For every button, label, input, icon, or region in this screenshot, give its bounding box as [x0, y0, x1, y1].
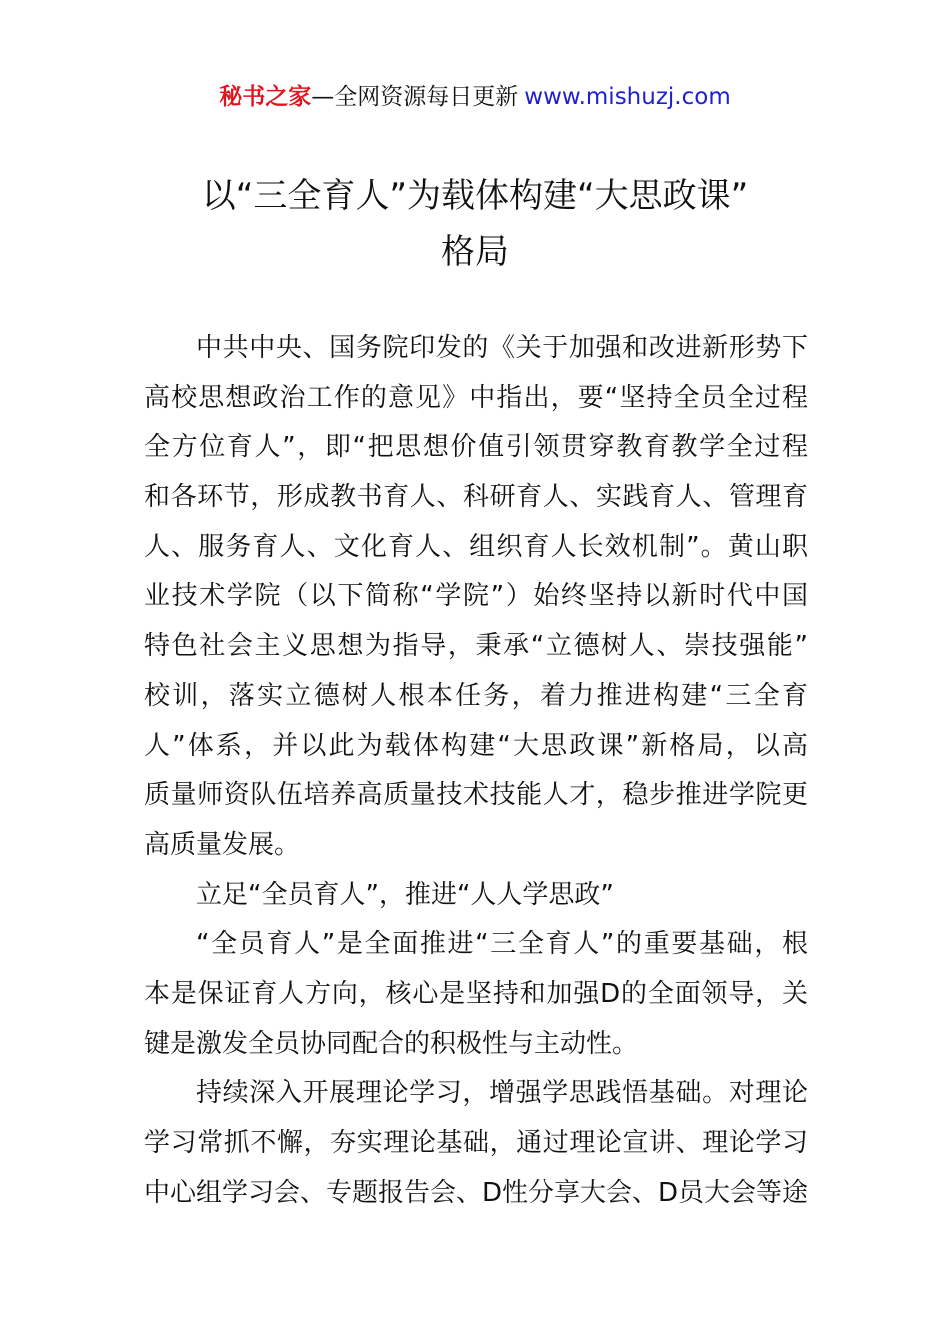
text-line: “全员育人”是全面推进“三全育人”的重要基础，根 — [196, 929, 808, 960]
text-line: 业技术学院（以下简称“学院”）始终坚持以新时代中国 — [144, 581, 808, 612]
section-heading-text: 立足“全员育人”，推进“人人学思政” — [196, 879, 614, 910]
text-line: 学习常抓不懈，夯实理论基础，通过理论宣讲、理论学习 — [144, 1128, 808, 1158]
text-line: 人、服务育人、文化育人、组织育人长效机制”。黄山职 — [144, 531, 808, 562]
paragraph-intro — [144, 324, 808, 871]
text-line: 中共中央、国务院印发的《关于加强和改进新形势下 — [196, 333, 808, 363]
section-heading — [144, 871, 808, 921]
text-line: 键是激发全员协同配合的积极性与主动性。 — [144, 1028, 639, 1059]
brand-name: 秘书之家 — [219, 84, 312, 110]
text-line: 中心组学习会、专题报告会、D性分享大会、D员大会等途 — [144, 1177, 808, 1208]
text-line: 质量师资队伍培养高质量技术技能人才，稳步推进学院更 — [144, 780, 808, 811]
text-line: 高校思想政治工作的意见》中指出，要“坚持全员全过程 — [144, 382, 808, 413]
document-body — [144, 324, 808, 1218]
header-slogan: —全网资源每日更新 — [311, 84, 519, 110]
text-line: 校训，落实立德树人根本任务，着力推进构建“三全育 — [144, 680, 808, 711]
title-line-2: 格局 — [441, 232, 509, 272]
text-line: 持续深入开展理论学习，增强学思践悟基础。对理论 — [196, 1078, 808, 1109]
site-url-link[interactable]: www.mishuzj.com — [524, 84, 731, 110]
site-header — [0, 80, 950, 114]
paragraph-all-staff — [144, 920, 808, 1069]
text-line: 人”体系，并以此为载体构建“大思政课”新格局，以高 — [144, 730, 808, 761]
text-line: 全方位育人”，即“把思想价值引领贯穿教育教学全过程 — [144, 432, 808, 463]
paragraph-theory-study — [144, 1069, 808, 1218]
text-line: 特色社会主义思想为指导，秉承“立德树人、崇技强能” — [144, 631, 808, 662]
title-line-1: 以“三全育人”为载体构建“大思政课” — [201, 176, 749, 216]
text-line: 高质量发展。 — [144, 829, 301, 860]
text-line: 本是保证育人方向，核心是坚持和加强D的全面领导，关 — [144, 978, 808, 1009]
text-line: 和各环节，形成教书育人、科研育人、实践育人、管理育 — [144, 482, 808, 513]
document-title — [0, 168, 950, 280]
